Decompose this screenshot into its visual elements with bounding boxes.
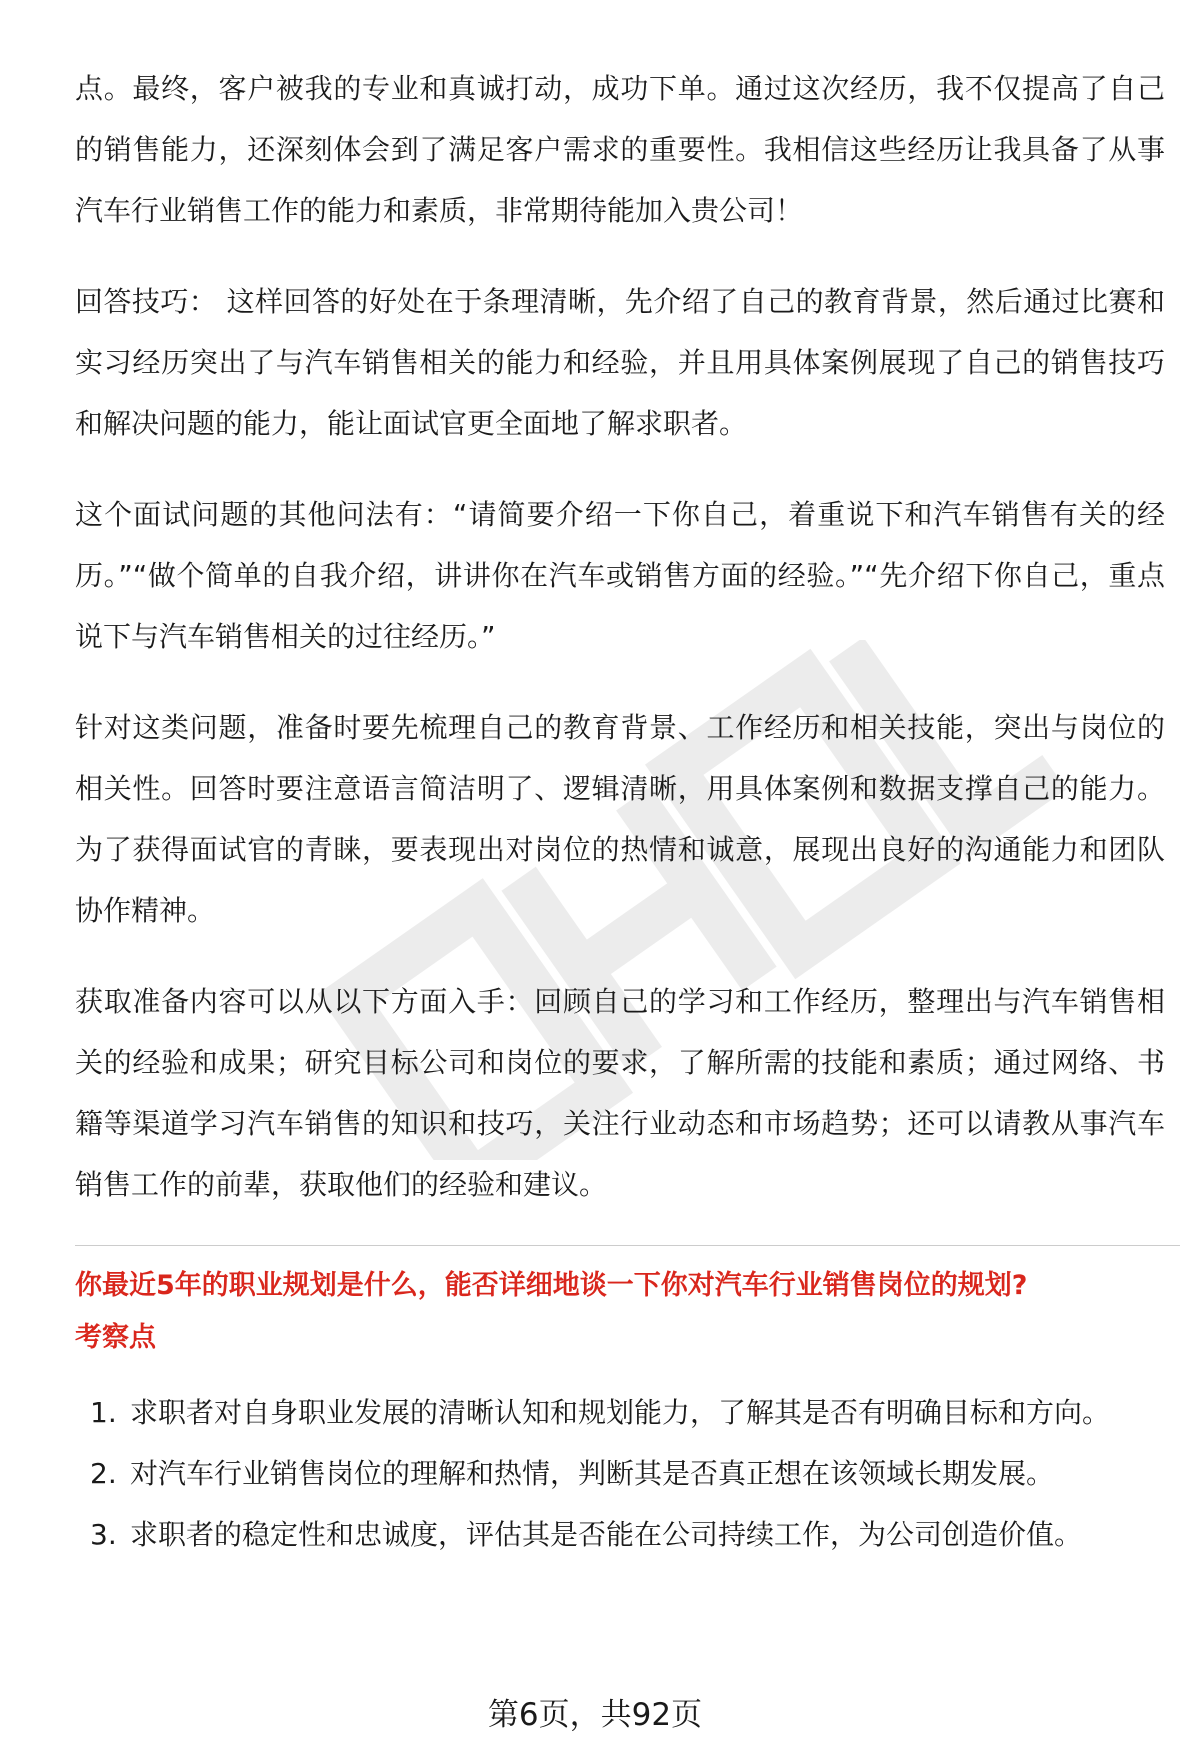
list-item-text: 求职者的稳定性和忠诚度，评估其是否能在公司持续工作，为公司创造价值。 — [130, 1518, 1083, 1551]
list-item-number: 1. — [90, 1396, 117, 1429]
list-item-number: 2. — [90, 1457, 117, 1490]
paragraph-content-sources: 获取准备内容可以从以下方面入手：回顾自己的学习和工作经历，整理出与汽车销售相关的经验和成果；研究目标公司和岗位的要求，了解所需的技能和素质；通过网络、书籍等渠道学习汽车销售的知识和技巧，关注行业动态和市场趋势；还可以请教从事汽车销售工作的前辈，获取他们的经验和建议。 — [75, 985, 1165, 1201]
paragraph-preparation-advice: 针对这类问题，准备时要先梳理自己的教育背景、工作经历和相关技能，突出与岗位的相关性。回答时要注意语言简洁明了、逻辑清晰，用具体案例和数据支撑自己的能力。为了获得面试官的青睐，要表现出对岗位的热情和诚意，展现出良好的沟通能力和团队协作精神。 — [75, 711, 1165, 927]
paragraph-answer-tips: 回答技巧： 这样回答的好处在于条理清晰，先介绍了自己的教育背景，然后通过比赛和实习经历突出了与汽车销售相关的能力和经验，并且用具体案例展现了自己的销售技巧和解决问题的能力，能让面试官更全面地了解求职者。 — [75, 285, 1165, 440]
paragraph-alternative-phrasings: 这个面试问题的其他问法有：“请简要介绍一下你自己，着重说下和汽车销售有关的经历。”“做个简单的自我介绍，讲讲你在汽车或销售方面的经验。”“先介绍下你自己，重点说下与汽车销售相关的过往经历。” — [75, 498, 1165, 653]
question-title: 你最近5年的职业规划是什么，能否详细地谈一下你对汽车行业销售岗位的规划? — [75, 1270, 1028, 1301]
assessment-points-list — [75, 1382, 1165, 1565]
list-item — [75, 1504, 1165, 1565]
list-item — [75, 1382, 1165, 1443]
list-item-text: 对汽车行业销售岗位的理解和热情，判断其是否真正想在该领域长期发展。 — [130, 1457, 1055, 1490]
section-divider — [75, 1245, 1180, 1246]
paragraph-experience-conclusion: 点。最终，客户被我的专业和真诚打动，成功下单。通过这次经历，我不仅提高了自己的销售能力，还深刻体会到了满足客户需求的重要性。我相信这些经历让我具备了从事汽车行业销售工作的能力和素质，非常期待能加入贵公司！ — [75, 72, 1165, 227]
page-number: 第6页，共92页 — [487, 1697, 703, 1733]
list-item-number: 3. — [90, 1518, 117, 1551]
list-item — [75, 1443, 1165, 1504]
list-item-text: 求职者对自身职业发展的清晰认知和规划能力，了解其是否有明确目标和方向。 — [130, 1396, 1111, 1429]
main-content — [75, 58, 1165, 1565]
assessment-points-heading: 考察点 — [75, 1322, 156, 1353]
